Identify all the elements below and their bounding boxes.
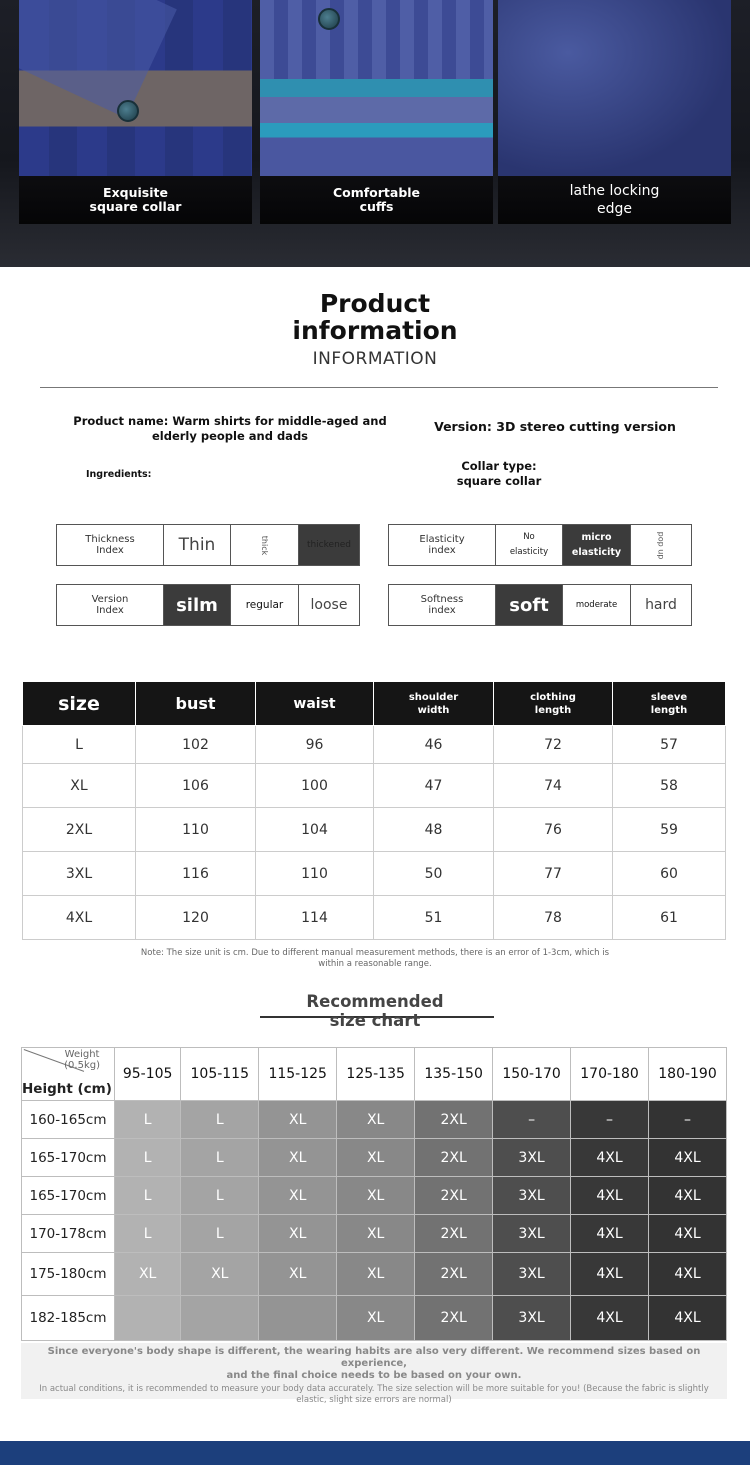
size-cell: 116: [136, 852, 256, 896]
size-row: [23, 852, 726, 896]
thickness-thin: Thin: [164, 525, 231, 565]
recommend-size-cell: XL: [337, 1139, 415, 1177]
weight-header: 180-190: [649, 1048, 727, 1101]
weight-label-line: Weight: [64, 1049, 100, 1060]
option-line: elasticity: [571, 547, 622, 558]
edge-image: [498, 0, 731, 176]
size-cell: 58: [613, 764, 726, 808]
recommend-size-cell: 2XL: [415, 1101, 493, 1139]
caption-line: lathe locking: [569, 183, 660, 199]
size-cell: 46: [374, 726, 494, 764]
size-cell: 114: [256, 896, 374, 940]
recommend-size-table: [21, 1047, 727, 1341]
recommend-size-cell: 4XL: [649, 1253, 727, 1296]
weight-label-line: (0.5kg): [64, 1060, 100, 1071]
recommend-size-cell: 2XL: [415, 1296, 493, 1341]
recommend-row: [22, 1215, 727, 1253]
recommend-row: [22, 1296, 727, 1341]
recommend-size-cell: XL: [337, 1215, 415, 1253]
size-cell: 100: [256, 764, 374, 808]
recommend-size-cell: L: [115, 1215, 181, 1253]
size-cell: 4XL: [23, 896, 136, 940]
detail-photo-banner: [0, 0, 750, 267]
header-clothing-length: clothing length: [494, 682, 613, 726]
weight-header: 150-170: [493, 1048, 571, 1101]
option-line: micro: [581, 532, 612, 543]
height-label: Height (cm): [22, 1081, 112, 1097]
label-line: Version: [91, 594, 129, 605]
recommend-size-cell: 2XL: [415, 1253, 493, 1296]
size-cell: 76: [494, 808, 613, 852]
softness-soft: soft: [496, 585, 563, 625]
size-cell: 59: [613, 808, 726, 852]
weight-header: 95-105: [115, 1048, 181, 1101]
label-line: Elasticity: [419, 534, 465, 545]
recommend-size-cell: L: [115, 1177, 181, 1215]
recommend-size-cell: XL: [259, 1215, 337, 1253]
recommend-size-cell: 3XL: [493, 1139, 571, 1177]
recommend-subtitle: size chart: [329, 1011, 421, 1030]
recommend-size-cell: –: [493, 1101, 571, 1139]
ingredients-label: Ingredients:: [86, 469, 152, 480]
recommend-size-cell: XL: [259, 1139, 337, 1177]
height-cell: 165-170cm: [22, 1139, 115, 1177]
footer-banner: [0, 1441, 750, 1465]
height-cell: 170-178cm: [22, 1215, 115, 1253]
product-name-line: Product name: Warm shirts for middle-aged and: [73, 414, 387, 428]
size-cell: 2XL: [23, 808, 136, 852]
disclaimer-line: and the final choice needs to be based on your own.: [226, 1370, 522, 1381]
disclaimer-line: elastic, slight size errors are normal): [296, 1395, 452, 1405]
note-line: Note: The size unit is cm. Due to different manual measurement methods, there is an error of 1-3cm, which is: [140, 948, 610, 958]
size-row: [23, 808, 726, 852]
collar-type-line: square collar: [456, 474, 542, 488]
recommend-size-cell: 4XL: [649, 1215, 727, 1253]
thickness-thickened: thickened: [299, 525, 359, 565]
recommend-row: [22, 1253, 727, 1296]
softness-hard: hard: [645, 596, 677, 613]
recommend-size-cell: 4XL: [571, 1139, 649, 1177]
elasticity-micro: [563, 525, 631, 565]
softness-moderate: moderate: [563, 585, 631, 625]
weight-label: [64, 1049, 100, 1071]
thick-text: thick: [260, 535, 269, 555]
weight-header: 170-180: [571, 1048, 649, 1101]
recommend-size-cell: 2XL: [415, 1177, 493, 1215]
option-line: No: [523, 532, 535, 542]
shirt-button-graphic: [117, 100, 139, 122]
size-cell: 57: [613, 726, 726, 764]
elasticity-index: [388, 524, 692, 566]
size-cell: 50: [374, 852, 494, 896]
shirt-button-graphic: [318, 8, 340, 30]
label-line: Index: [96, 605, 124, 616]
recommend-size-cell: 3XL: [493, 1177, 571, 1215]
recommend-size-cell: [259, 1296, 337, 1341]
size-cell: 78: [494, 896, 613, 940]
collar-image: [19, 0, 252, 176]
recommend-size-cell: 3XL: [493, 1215, 571, 1253]
cuff-image: [260, 0, 493, 176]
version-regular: regular: [231, 585, 299, 625]
weight-header: 105-115: [181, 1048, 259, 1101]
size-cell: 120: [136, 896, 256, 940]
size-cell: 96: [256, 726, 374, 764]
recommend-title: Recommended: [306, 992, 444, 1011]
size-row: [23, 726, 726, 764]
size-cell: 77: [494, 852, 613, 896]
recommend-size-cell: XL: [259, 1253, 337, 1296]
version-label: [57, 585, 164, 625]
recommend-size-cell: –: [571, 1101, 649, 1139]
size-cell: 106: [136, 764, 256, 808]
size-cell: 48: [374, 808, 494, 852]
recommend-row: [22, 1101, 727, 1139]
size-cell: XL: [23, 764, 136, 808]
disclaimer-line: In actual conditions, it is recommended to measure your body data accurately. The size selection will be more suitable for you! (Because the fabric is slightly: [39, 1384, 709, 1394]
elasticity-label: [389, 525, 496, 565]
header-shoulder-width: shoulder width: [374, 682, 494, 726]
recommend-size-cell: XL: [337, 1253, 415, 1296]
size-cell: 104: [256, 808, 374, 852]
size-cell: 74: [494, 764, 613, 808]
label-line: Softness: [420, 594, 464, 605]
product-name: [70, 414, 390, 444]
recommend-size-cell: XL: [337, 1101, 415, 1139]
section-subtitle: INFORMATION: [312, 349, 438, 369]
recommend-size-cell: L: [181, 1215, 259, 1253]
recommend-size-cell: 3XL: [493, 1296, 571, 1341]
weight-header: 135-150: [415, 1048, 493, 1101]
weight-header: 125-135: [337, 1048, 415, 1101]
recommend-row: [22, 1177, 727, 1215]
option-line: elasticity: [509, 547, 549, 557]
photo-square-collar: [19, 0, 252, 224]
recommend-size-cell: 2XL: [415, 1215, 493, 1253]
height-cell: 160-165cm: [22, 1101, 115, 1139]
size-cell: 51: [374, 896, 494, 940]
size-cell: 110: [136, 808, 256, 852]
height-cell: 182-185cm: [22, 1296, 115, 1341]
header-bust: bust: [136, 682, 256, 726]
product-name-line: elderly people and dads: [151, 429, 309, 443]
recommend-size-cell: XL: [259, 1177, 337, 1215]
size-cell: 3XL: [23, 852, 136, 896]
size-cell: 102: [136, 726, 256, 764]
caption-line: edge: [597, 201, 632, 217]
size-cell: 72: [494, 726, 613, 764]
recommend-size-cell: 4XL: [571, 1253, 649, 1296]
thickness-thick: [231, 525, 299, 565]
collar-type: [420, 459, 578, 489]
weight-header: 115-125: [259, 1048, 337, 1101]
caption-line: Exquisite: [103, 185, 168, 200]
size-row: [23, 896, 726, 940]
divider: [40, 387, 718, 388]
recommend-disclaimer: [21, 1343, 727, 1405]
header-sleeve-length: sleeve length: [613, 682, 726, 726]
caption-locking-edge: [498, 176, 731, 224]
elasticity-pop-up: [631, 525, 691, 565]
recommend-size-cell: 4XL: [649, 1139, 727, 1177]
collar-type-line: Collar type:: [461, 459, 537, 473]
label-line: Index: [96, 545, 124, 556]
size-table: [22, 681, 726, 940]
recommend-size-cell: L: [115, 1101, 181, 1139]
pop-up-text: pop up: [656, 531, 666, 559]
size-row: [23, 764, 726, 808]
product-version: Version: 3D stereo cutting version: [434, 419, 676, 434]
caption-line: square collar: [89, 199, 182, 214]
recommend-size-cell: 4XL: [571, 1215, 649, 1253]
section-title: Product: [319, 289, 431, 318]
height-cell: 165-170cm: [22, 1177, 115, 1215]
disclaimer-line: Since everyone's body shape is different, the wearing habits are also very different. We recommend sizes based on experience,: [47, 1346, 701, 1369]
caption-line: Comfortable: [332, 185, 421, 200]
recommend-size-cell: XL: [259, 1101, 337, 1139]
recommend-size-cell: [181, 1296, 259, 1341]
recommend-size-cell: 3XL: [493, 1253, 571, 1296]
recommend-size-cell: L: [181, 1139, 259, 1177]
size-cell: 47: [374, 764, 494, 808]
header-size: size: [23, 682, 136, 726]
thickness-label: [57, 525, 164, 565]
recommend-header-row: [22, 1048, 727, 1101]
label-line: index: [428, 605, 456, 616]
caption-square-collar: [19, 176, 252, 224]
recommend-size-cell: 4XL: [571, 1177, 649, 1215]
recommend-size-cell: L: [181, 1101, 259, 1139]
corner-cell: [22, 1048, 115, 1101]
recommend-size-cell: 4XL: [649, 1177, 727, 1215]
size-note: [120, 948, 630, 970]
recommend-size-cell: 4XL: [649, 1296, 727, 1341]
recommend-size-cell: L: [181, 1177, 259, 1215]
height-cell: 175-180cm: [22, 1253, 115, 1296]
size-cell: 61: [613, 896, 726, 940]
version-index: [56, 584, 360, 626]
caption-cuffs: [260, 176, 493, 224]
size-table-header: [23, 682, 726, 726]
softness-index: [388, 584, 692, 626]
recommend-size-cell: XL: [115, 1253, 181, 1296]
recommend-size-cell: –: [649, 1101, 727, 1139]
recommend-size-cell: XL: [181, 1253, 259, 1296]
header-waist: waist: [256, 682, 374, 726]
recommend-size-cell: XL: [337, 1177, 415, 1215]
recommend-size-cell: 4XL: [571, 1296, 649, 1341]
section-title: information: [292, 316, 458, 345]
version-slim: silm: [164, 585, 231, 625]
size-cell: 60: [613, 852, 726, 896]
recommend-size-cell: L: [115, 1139, 181, 1177]
label-line: Thickness: [85, 534, 135, 545]
version-loose: loose: [310, 596, 348, 613]
elasticity-none: [496, 525, 563, 565]
label-line: index: [428, 545, 456, 556]
caption-line: cuffs: [359, 199, 394, 214]
size-cell: L: [23, 726, 136, 764]
thickness-index: [56, 524, 360, 566]
recommend-size-cell: [115, 1296, 181, 1341]
recommend-size-cell: XL: [337, 1296, 415, 1341]
softness-label: [389, 585, 496, 625]
photo-locking-edge: [498, 0, 731, 224]
recommend-row: [22, 1139, 727, 1177]
note-line: within a reasonable range.: [318, 959, 432, 969]
recommend-size-cell: 2XL: [415, 1139, 493, 1177]
size-cell: 110: [256, 852, 374, 896]
photo-cuffs: [260, 0, 493, 224]
